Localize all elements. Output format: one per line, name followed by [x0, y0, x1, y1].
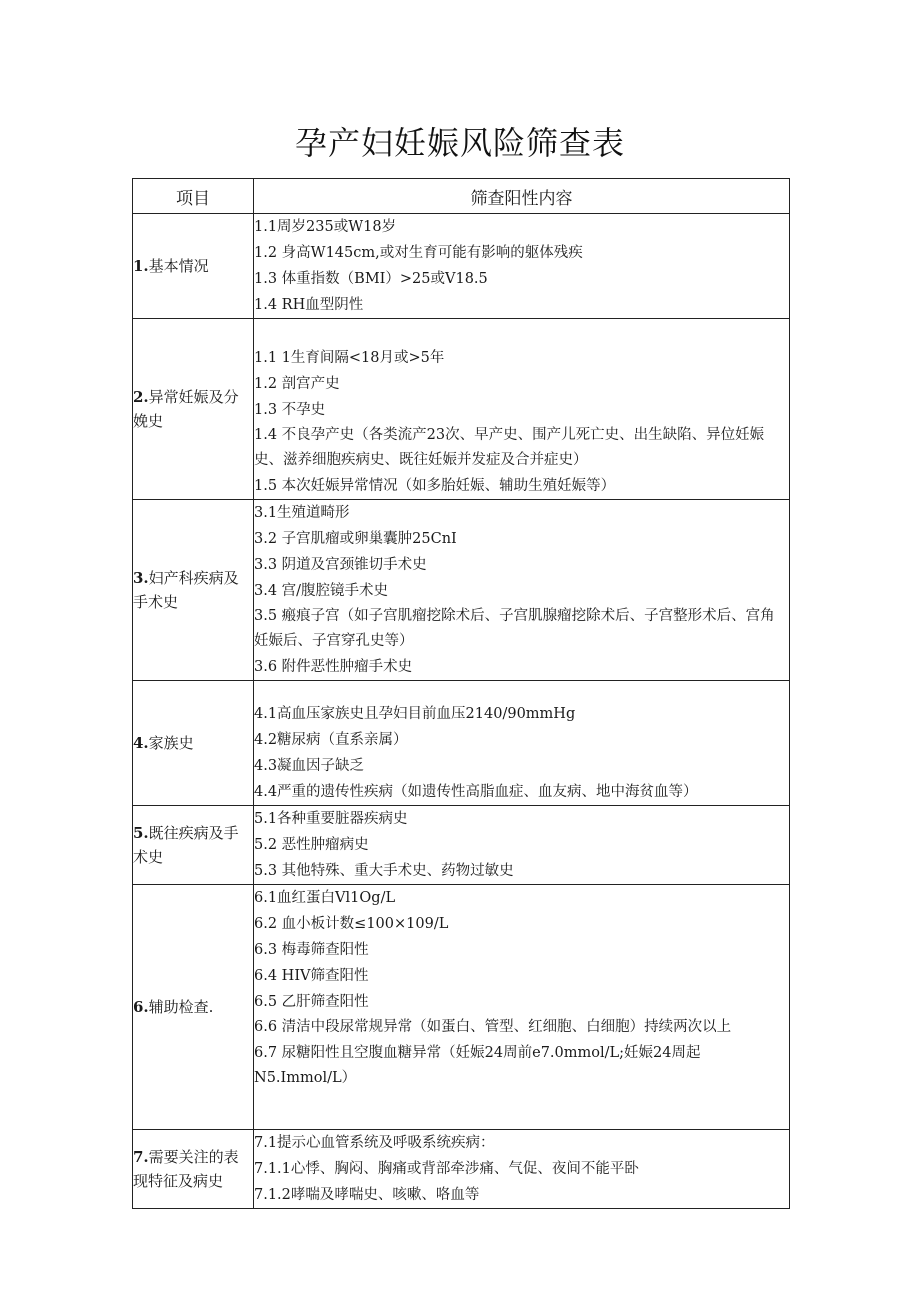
content-line: 5.3 其他特殊、重大手术史、药物过敏史 — [254, 863, 514, 879]
page-title: 孕产妇妊娠风险筛查表 — [294, 124, 625, 162]
content-line: 1.2 剖宫产史 — [254, 376, 340, 392]
table-row — [133, 500, 790, 681]
row-number: 5. — [133, 824, 149, 842]
row-content — [254, 500, 790, 681]
content-line: 6.1血红蛋白Vl1Og/L — [254, 890, 396, 906]
row-label-text: 妇产科疾病及手术史 — [133, 569, 239, 611]
content-line: 1.4 RH血型阴性 — [254, 297, 364, 313]
content-line: 3.2 子宫肌瘤或卵巢囊肿25CnI — [254, 531, 457, 547]
content-line: 6.6 清洁中段尿常规异常（如蛋白、管型、红细胞、白细胞）持续两次以上 — [254, 1019, 732, 1035]
row-label — [133, 885, 254, 1130]
header-content: 筛查阳性内容 — [254, 179, 790, 214]
content-line: 3.6 附件恶性肿瘤手术史 — [254, 659, 413, 675]
content-line: 7.1.2哮喘及哮喘史、咳嗽、咯血等 — [254, 1187, 480, 1203]
table-header-row — [133, 179, 790, 214]
row-label — [133, 806, 254, 885]
row-label — [133, 681, 254, 806]
row-number: 1. — [133, 257, 149, 275]
content-line: 6.2 血小板计数≤100×109/L — [254, 916, 449, 932]
content-line: 6.3 梅毒筛查阳性 — [254, 942, 369, 958]
content-line: 6.7 尿糖阳性且空腹血糖异常（妊娠24周前e7.0mmol/L;妊娠24周起N5.Immol/L） — [254, 1045, 701, 1086]
row-number: 2. — [133, 388, 149, 406]
content-line: 5.1各种重要脏器疾病史 — [254, 811, 408, 827]
content-line: 1.3 不孕史 — [254, 402, 326, 418]
row-content — [254, 214, 790, 319]
table-row — [133, 214, 790, 319]
content-line: 3.4 宫/腹腔镜手术史 — [254, 583, 389, 599]
row-content — [254, 885, 790, 1130]
row-content — [254, 806, 790, 885]
row-number: 3. — [133, 569, 149, 587]
row-label — [133, 500, 254, 681]
row-label-text: 异常妊娠及分娩史 — [133, 388, 239, 430]
content-line: 4.1高血压家族史且孕妇目前血压2140/90mmHg — [254, 706, 576, 722]
row-label-text: 基本情况 — [148, 257, 209, 275]
content-line: 1.1 1生育间隔<18月或>5年 — [254, 350, 445, 366]
row-label-text: 家族史 — [148, 734, 194, 752]
content-line: 4.2糖尿病（直系亲属） — [254, 732, 408, 748]
content-line: 7.1提示心血管系统及呼吸系统疾病： — [254, 1135, 495, 1151]
table-row — [133, 1130, 790, 1209]
row-content — [254, 319, 790, 500]
row-number: 4. — [133, 734, 149, 752]
row-label-text: 既往疾病及手术史 — [133, 824, 239, 866]
row-label — [133, 214, 254, 319]
header-item: 项目 — [133, 179, 254, 214]
content-line: 1.1周岁235或W18岁 — [254, 219, 397, 235]
content-line: 1.5 本次妊娠异常情况（如多胎妊娠、辅助生殖妊娠等） — [254, 478, 616, 494]
table-row — [133, 885, 790, 1130]
table-row — [133, 681, 790, 806]
row-content — [254, 1130, 790, 1209]
screening-table — [132, 178, 790, 1209]
content-line: 1.3 体重指数（BMI）>25或V18.5 — [254, 271, 488, 287]
content-line: 7.1.1心悸、胸闷、胸痛或背部牵涉痛、气促、夜间不能平卧 — [254, 1161, 639, 1177]
table-row — [133, 806, 790, 885]
table-row — [133, 319, 790, 500]
content-line: 5.2 恶性肿瘤病史 — [254, 837, 369, 853]
content-line: 3.1生殖道畸形 — [254, 505, 350, 521]
row-number: 7. — [133, 1148, 149, 1166]
row-content — [254, 681, 790, 806]
row-number: 6. — [133, 998, 149, 1016]
content-line: 3.3 阴道及宫颈锥切手术史 — [254, 557, 427, 573]
row-label — [133, 1130, 254, 1209]
content-line: 4.4严重的遗传性疾病（如遗传性高脂血症、血友病、地中海贫血等） — [254, 784, 698, 800]
row-label — [133, 319, 254, 500]
content-line: 6.4 HIV筛查阳性 — [254, 968, 369, 984]
content-line: 6.5 乙肝筛查阳性 — [254, 994, 369, 1010]
content-line: 1.4 不良孕产史（各类流产23次、早产史、围产儿死亡史、出生缺陷、异位妊娠史、滋养细胞疾病史、既往妊娠并发症及合并症史） — [254, 427, 765, 468]
content-line: 3.5 瘢痕子宫（如子宫肌瘤挖除术后、子宫肌腺瘤挖除术后、子宫整形术后、宫角妊娠后、子宫穿孔史等） — [254, 608, 775, 649]
row-label-text: 需要关注的表现特征及病史 — [133, 1148, 239, 1190]
content-line: 4.3凝血因子缺乏 — [254, 758, 365, 774]
row-label-text: 辅助检查. — [148, 998, 214, 1016]
content-line: 1.2 身高W145cm,或对生育可能有影响的躯体残疾 — [254, 245, 583, 261]
